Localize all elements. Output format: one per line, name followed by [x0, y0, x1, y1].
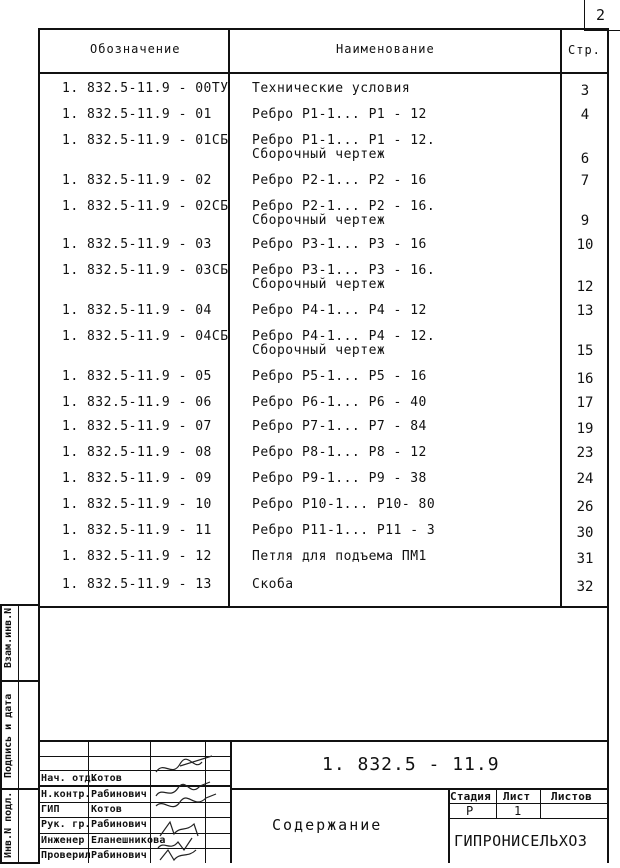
row-page: 7	[580, 173, 590, 189]
row-designation: 1. 832.5-11.9 - 12	[62, 549, 212, 564]
listov-label: Листов	[551, 790, 592, 803]
row-name: Ребро Р3-1... Р3 - 16	[252, 237, 427, 252]
row-designation: 1. 832.5-11.9 - 00ТУ	[62, 81, 229, 96]
row-designation: 1. 832.5-11.9 - 02	[62, 173, 212, 188]
row-page: 31	[576, 551, 594, 567]
row-name: Ребро Р5-1... Р5 - 16	[252, 369, 427, 384]
row-page: 4	[580, 107, 590, 123]
row-designation: 1. 832.5-11.9 - 06	[62, 395, 212, 410]
row-designation: 1. 832.5-11.9 - 03СБ	[62, 263, 229, 278]
row-name: Технические условия	[252, 81, 411, 96]
signature-person: Рабинович	[91, 819, 147, 830]
row-page: 17	[576, 395, 594, 411]
row-name: Ребро Р11-1... Р11 - 3	[252, 523, 436, 538]
row-name: Ребро Р6-1... Р6 - 40	[252, 395, 427, 410]
signature-person: Еланешникова	[91, 835, 166, 846]
header-name: Наименование	[336, 42, 435, 56]
signature-person: Котов	[91, 773, 123, 784]
row-name: Ребро Р7-1... Р7 - 84	[252, 419, 427, 434]
row-page: 13	[576, 303, 594, 319]
row-designation: 1. 832.5-11.9 - 07	[62, 419, 212, 434]
row-name: Ребро Р3-1... Р3 - 16.	[252, 263, 436, 278]
stadia-value: Р	[466, 804, 474, 818]
row-designation: 1. 832.5-11.9 - 02СБ	[62, 199, 229, 214]
doc-code: 1. 832.5 - 11.9	[322, 754, 500, 775]
row-page: 30	[576, 525, 594, 541]
header-page: Стр.	[568, 43, 601, 57]
row-designation: 1. 832.5-11.9 - 13	[62, 577, 212, 592]
row-name: Ребро Р8-1... Р8 - 12	[252, 445, 427, 460]
row-page: 12	[576, 279, 594, 295]
signature-person: Котов	[91, 804, 123, 815]
signature-person: Рабинович	[91, 789, 147, 800]
signature-role: Нач. отд.	[41, 773, 97, 784]
row-page: 6	[580, 151, 590, 167]
row-designation: 1. 832.5-11.9 - 04	[62, 303, 212, 318]
side-label-podpis: Подпись и дата	[3, 693, 14, 778]
row-name: Ребро Р2-1... Р2 - 16	[252, 173, 427, 188]
row-name: Ребро Р1-1... Р1 - 12	[252, 107, 427, 122]
row-page: 15	[576, 343, 594, 359]
row-designation: 1. 832.5-11.9 - 08	[62, 445, 212, 460]
list-label: Лист	[503, 790, 531, 803]
row-page: 16	[576, 371, 594, 387]
row-designation: 1. 832.5-11.9 - 04СБ	[62, 329, 229, 344]
row-designation: 1. 832.5-11.9 - 05	[62, 369, 212, 384]
row-name: Сборочный чертеж	[252, 147, 386, 162]
row-page: 3	[580, 83, 590, 99]
row-page: 24	[576, 471, 594, 487]
organization: ГИПРОНИСЕЛЬХОЗ	[454, 832, 588, 850]
row-name: Петля для подъема ПМ1	[252, 549, 427, 564]
row-designation: 1. 832.5-11.9 - 03	[62, 237, 212, 252]
row-page: 19	[576, 421, 594, 437]
row-designation: 1. 832.5-11.9 - 09	[62, 471, 212, 486]
row-name: Скоба	[252, 577, 294, 592]
row-page: 26	[576, 499, 594, 515]
signature-role: Рук. гр.	[41, 819, 91, 830]
signature-role: Инженер	[41, 835, 85, 846]
row-name: Ребро Р4-1... Р4 - 12	[252, 303, 427, 318]
row-designation: 1. 832.5-11.9 - 01СБ	[62, 133, 229, 148]
side-label-vzam: Взам.инв.N	[3, 607, 14, 668]
row-name: Сборочный чертеж	[252, 343, 386, 358]
signature-marks	[150, 752, 230, 862]
row-page: 32	[576, 579, 594, 595]
row-page: 23	[576, 445, 594, 461]
side-label-inv: Инв.N подл.	[3, 791, 14, 858]
list-value: 1	[514, 804, 522, 818]
row-page: 10	[576, 237, 594, 253]
row-name: Ребро Р10-1... Р10- 80	[252, 497, 436, 512]
row-name: Ребро Р2-1... Р2 - 16.	[252, 199, 436, 214]
signature-role: ГИП	[41, 804, 60, 815]
row-name: Ребро Р4-1... Р4 - 12.	[252, 329, 436, 344]
row-designation: 1. 832.5-11.9 - 10	[62, 497, 212, 512]
row-name: Ребро Р1-1... Р1 - 12.	[252, 133, 436, 148]
row-name: Ребро Р9-1... Р9 - 38	[252, 471, 427, 486]
row-designation: 1. 832.5-11.9 - 01	[62, 107, 212, 122]
header-designation: Обозначение	[90, 42, 181, 56]
doc-title: Содержание	[272, 816, 383, 834]
signature-role: Проверил	[41, 850, 91, 861]
stadia-label: Стадия	[450, 790, 491, 803]
row-name: Сборочный чертеж	[252, 277, 386, 292]
row-name: Сборочный чертеж	[252, 213, 386, 228]
row-page: 9	[580, 213, 590, 229]
signature-person: Рабинович	[91, 850, 147, 861]
sheet-number: 2	[596, 6, 606, 24]
signature-role: Н.контр.	[41, 789, 91, 800]
row-designation: 1. 832.5-11.9 - 11	[62, 523, 212, 538]
